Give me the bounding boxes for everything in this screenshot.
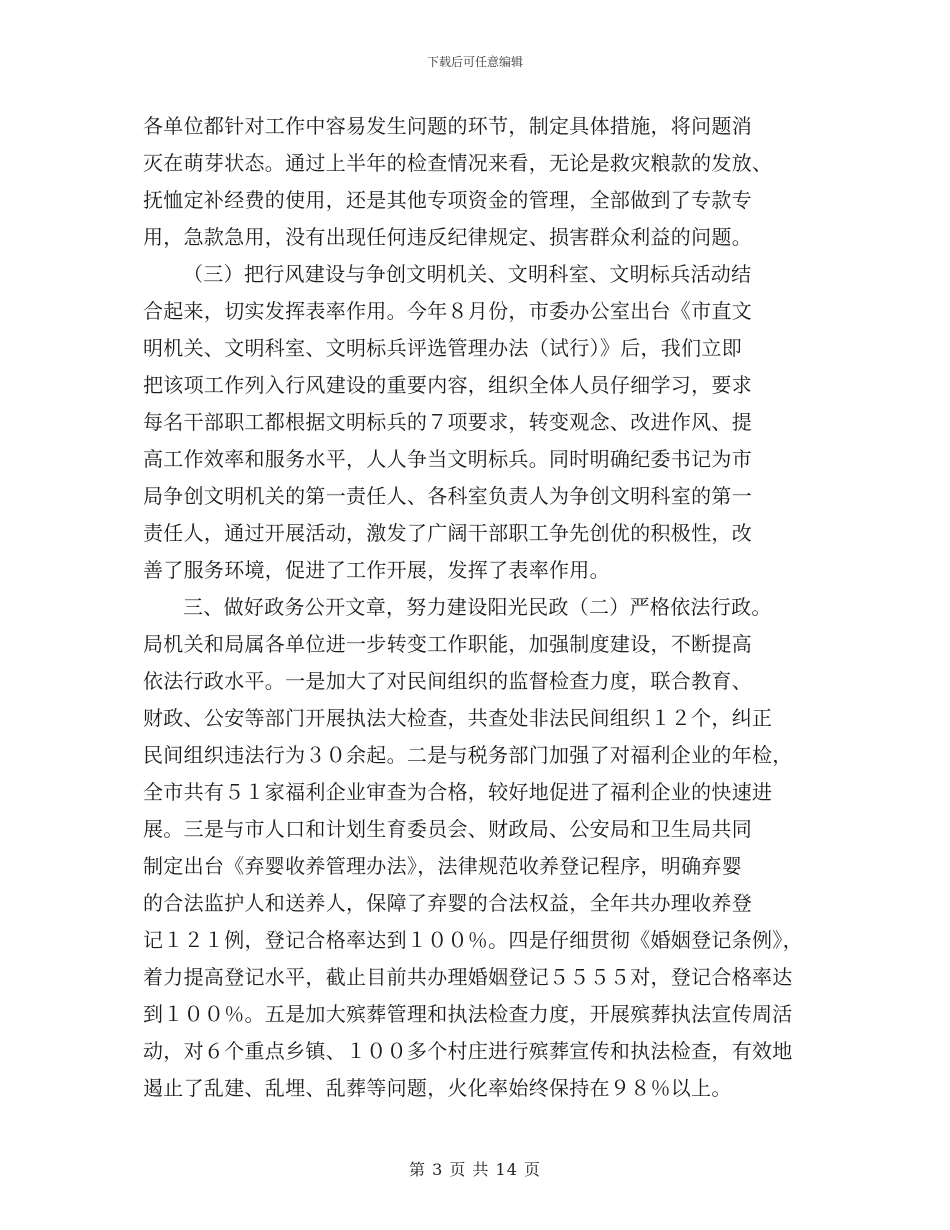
body-line: 高工作效率和服务水平，人人争当文明标兵。同时明确纪委书记为市 bbox=[143, 447, 752, 471]
page-header: 下载后可任意编辑 bbox=[426, 55, 523, 69]
body-line: 合起来，切实发挥表率作用。今年８月份，市委办公室出台《市直文 bbox=[143, 299, 752, 323]
body-line: 局争创文明机关的第一责任人、各科室负责人为争创文明科室的第一 bbox=[143, 484, 752, 508]
body-line: 各单位都针对工作中容易发生问题的环节，制定具体措施，将问题消 bbox=[143, 114, 752, 138]
page-number: 第 3 页 共 14 页 bbox=[409, 1160, 541, 1179]
body-line: 抚恤定补经费的使用，还是其他专项资金的管理，全部做到了专款专 bbox=[143, 188, 752, 212]
body-line: 展。三是与市人口和计划生育委员会、财政局、公安局和卫生局共同 bbox=[143, 817, 752, 841]
body-line: 每名干部职工都根据文明标兵的７项要求，转变观念、改进作风、提 bbox=[143, 410, 752, 434]
body-line: 善了服务环境，促进了工作开展，发挥了表率作用。 bbox=[143, 558, 610, 582]
body-line: 记１２１例，登记合格率达到１００％。四是仔细贯彻《婚姻登记条例》， bbox=[143, 928, 803, 952]
body-line: 责任人，通过开展活动，激发了广阔干部职工争先创优的积极性，改 bbox=[143, 521, 752, 545]
body-line: 民间组织违法行为３０余起。二是与税务部门加强了对福利企业的年检， bbox=[143, 743, 793, 767]
body-line-paragraph-start: 三、做好政务公开文章，努力建设阳光民政（二）严格依法行政。 bbox=[183, 595, 772, 619]
body-line: 依法行政水平。一是加大了对民间组织的监督检查力度，联合教育、 bbox=[143, 669, 752, 693]
body-line: 的合法监护人和送养人，保障了弃婴的合法权益，全年共办理收养登 bbox=[143, 891, 752, 915]
body-line: 动，对６个重点乡镇、１００多个村庄进行殡葬宣传和执法检查，有效地 bbox=[143, 1039, 793, 1063]
body-line-paragraph-start: （三）把行风建设与争创文明机关、文明科室、文明标兵活动结 bbox=[183, 262, 752, 286]
body-line: 局机关和局属各单位进一步转变工作职能，加强制度建设，不断提高 bbox=[143, 632, 752, 656]
body-line: 到１００％。五是加大殡葬管理和执法检查力度，开展殡葬执法宣传周活 bbox=[143, 1002, 793, 1026]
body-line: 全市共有５１家福利企业审查为合格，较好地促进了福利企业的快速进 bbox=[143, 780, 773, 804]
body-line: 着力提高登记水平，截止目前共办理婚姻登记５５５５对，登记合格率达 bbox=[143, 965, 793, 989]
body-line: 遏止了乱建、乱埋、乱葬等问题，火化率始终保持在９８％以上。 bbox=[143, 1076, 732, 1100]
body-line: 用，急款急用，没有出现任何违反纪律规定、损害群众利益的问题。 bbox=[143, 225, 752, 249]
body-line: 财政、公安等部门开展执法大检查，共查处非法民间组织１２个，纠正 bbox=[143, 706, 773, 730]
body-line: 把该项工作列入行风建设的重要内容，组织全体人员仔细学习，要求 bbox=[143, 373, 752, 397]
body-line: 灭在萌芽状态。通过上半年的检查情况来看，无论是救灾粮款的发放、 bbox=[143, 151, 773, 175]
body-line: 明机关、文明科室、文明标兵评选管理办法（试行）》后，我们立即 bbox=[143, 336, 742, 360]
body-line: 制定出台《弃婴收养管理办法》，法律规范收养登记程序，明确弃婴 bbox=[143, 854, 742, 878]
